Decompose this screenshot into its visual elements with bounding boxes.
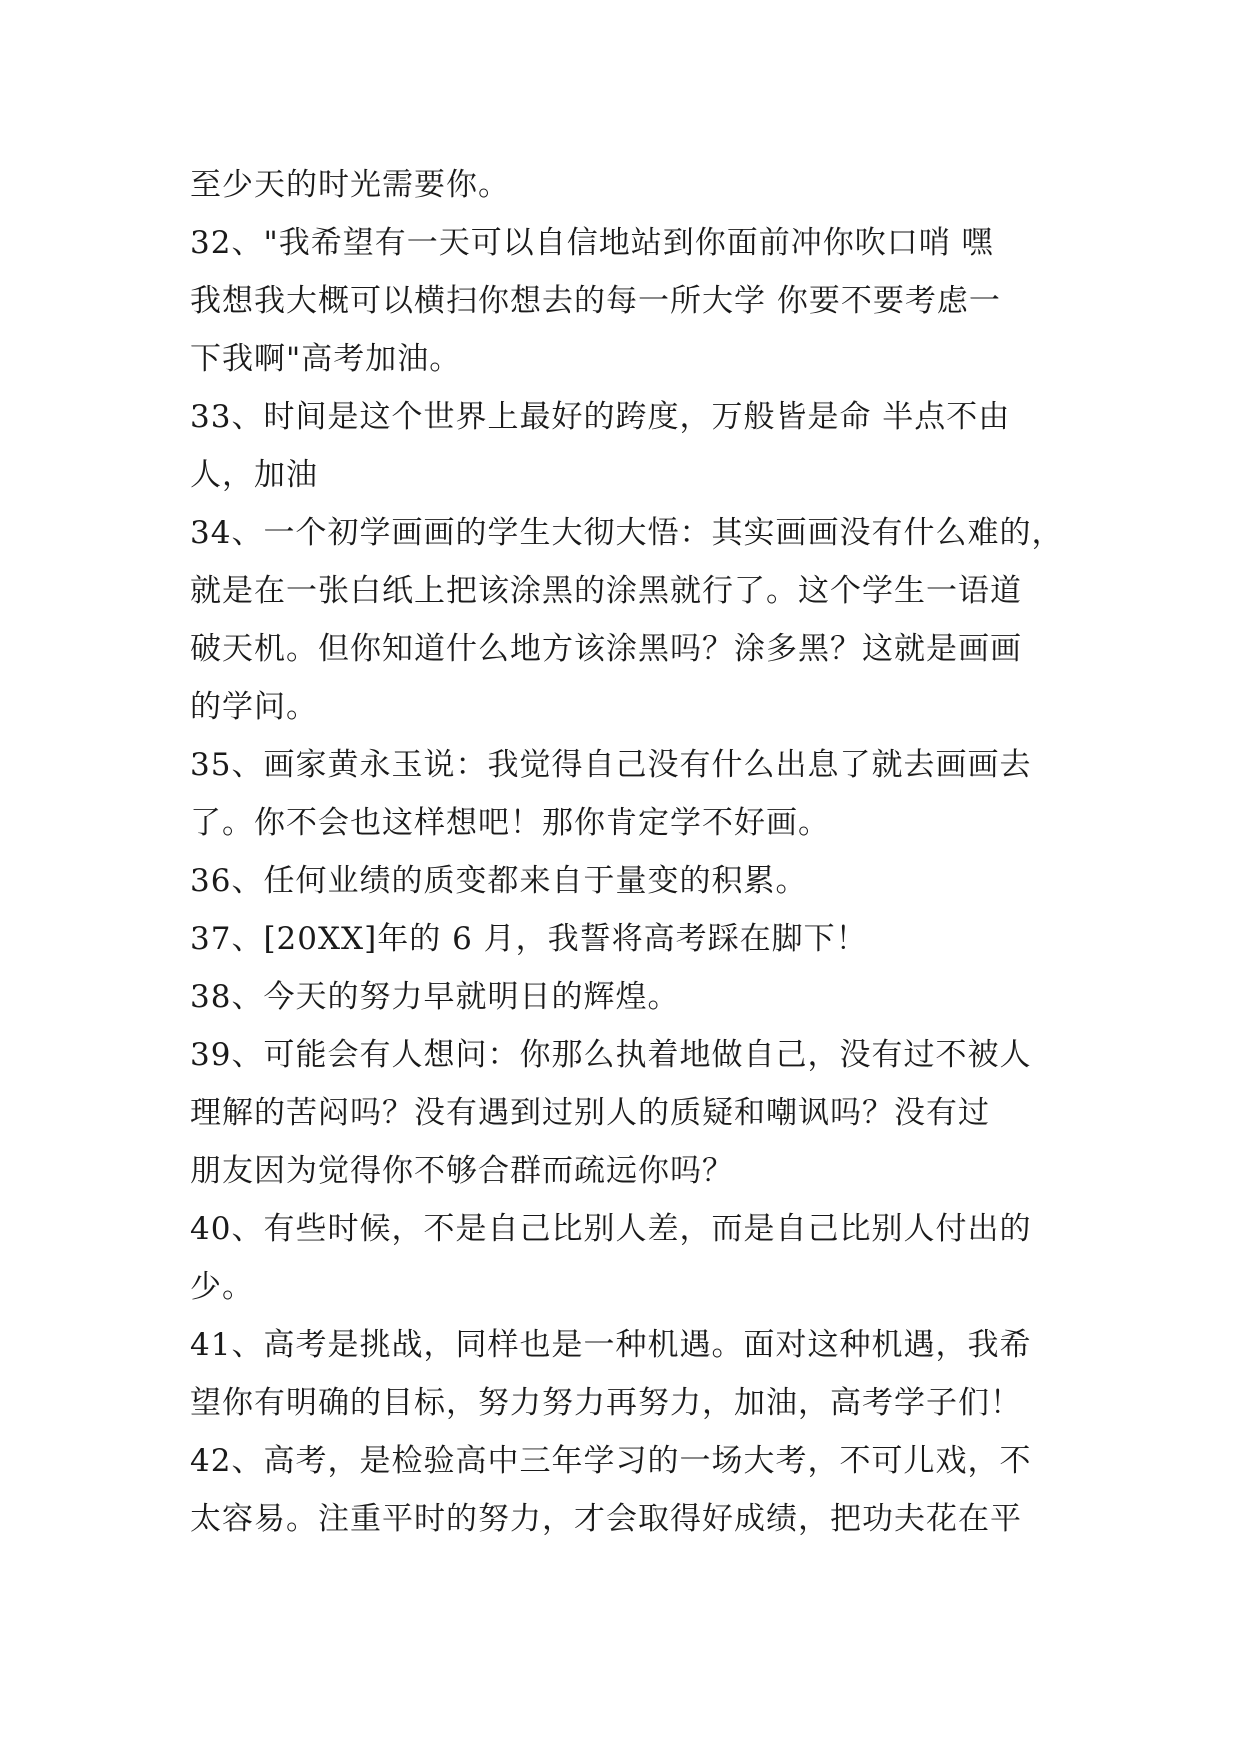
text-line: 的学问。: [190, 689, 318, 725]
text-line: 42、高考，是检验高中三年学习的一场大考，不可儿戏，不: [190, 1443, 1032, 1479]
text-line: 人，加油: [190, 457, 318, 493]
text-line: 太容易。注重平时的努力，才会取得好成绩，把功夫花在平: [190, 1501, 1022, 1537]
text-line: 下我啊"高考加油。: [190, 341, 462, 377]
document-body: [190, 156, 1070, 1548]
text-line: 33、时间是这个世界上最好的跨度，万般皆是命 半点不由: [190, 399, 1011, 435]
text-line: 至少天的时光需要你。: [190, 167, 510, 203]
text-line: 望你有明确的目标，努力努力再努力，加油，高考学子们！: [190, 1385, 1022, 1421]
text-line: 朋友因为觉得你不够合群而疏远你吗？: [190, 1153, 734, 1189]
text-line: 36、任何业绩的质变都来自于量变的积累。: [190, 863, 808, 899]
text-line: 34、一个初学画画的学生大彻大悟：其实画画没有什么难的，: [190, 515, 1064, 551]
text-line: 35、画家黄永玉说：我觉得自己没有什么出息了就去画画去: [190, 747, 1032, 783]
text-line: 37、[20XX]年的 6 月，我誓将高考踩在脚下！: [190, 921, 868, 957]
text-line: 40、有些时候，不是自己比别人差，而是自己比别人付出的: [190, 1211, 1032, 1247]
text-line: 破天机。但你知道什么地方该涂黑吗？涂多黑？这就是画画: [190, 631, 1022, 667]
text-line: 39、可能会有人想问：你那么执着地做自己，没有过不被人: [190, 1037, 1032, 1073]
text-line: 理解的苦闷吗？没有遇到过别人的质疑和嘲讽吗？没有过: [190, 1095, 990, 1131]
text-line: 我想我大概可以横扫你想去的每一所大学 你要不要考虑一: [190, 283, 1001, 319]
text-line: 38、今天的努力早就明日的辉煌。: [190, 979, 680, 1015]
text-line: 就是在一张白纸上把该涂黑的涂黑就行了。这个学生一语道: [190, 573, 1022, 609]
text-line: 少。: [190, 1269, 254, 1305]
text-line: 32、"我希望有一天可以自信地站到你面前冲你吹口哨 嘿: [190, 225, 994, 261]
text-line: 了。你不会也这样想吧！那你肯定学不好画。: [190, 805, 830, 841]
text-line: 41、高考是挑战，同样也是一种机遇。面对这种机遇，我希: [190, 1327, 1032, 1363]
